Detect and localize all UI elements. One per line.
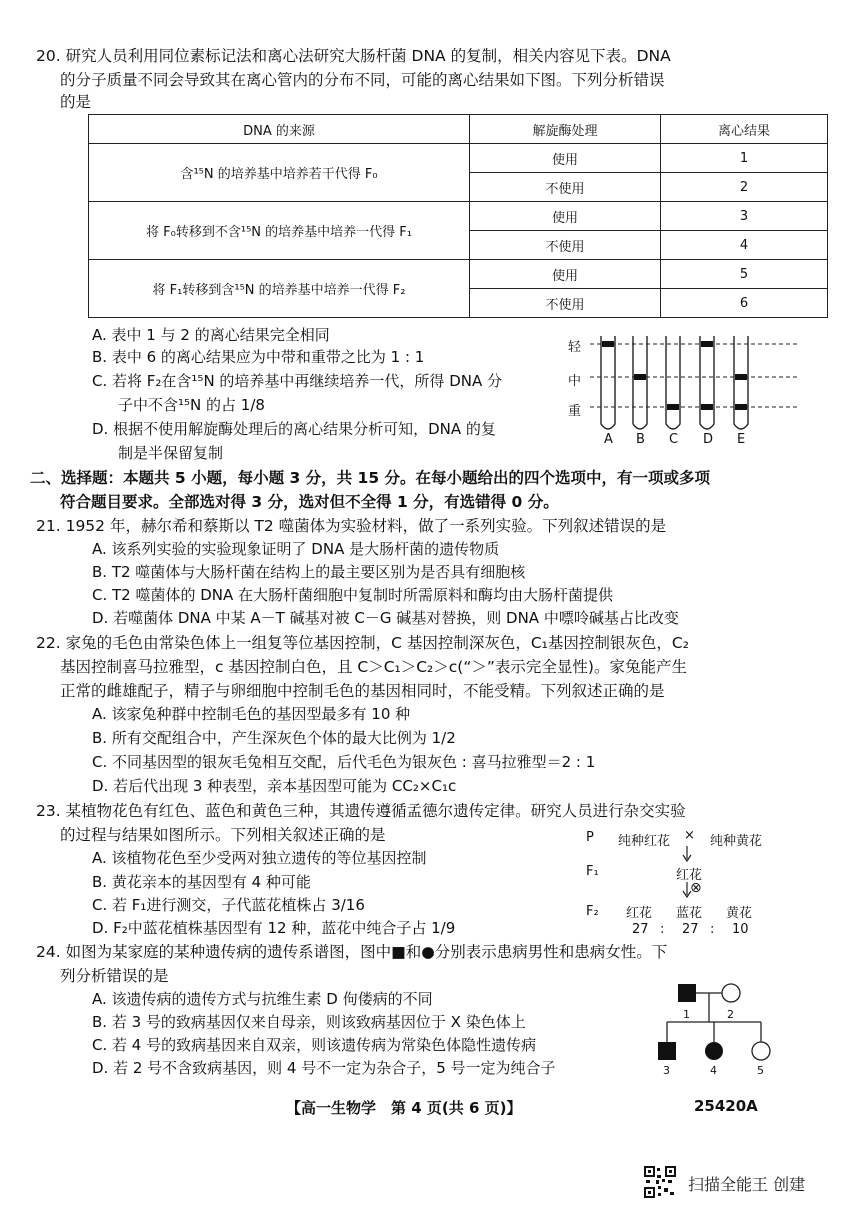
q20-option-a: A. 表中 1 与 2 的离心结果完全相同 — [92, 326, 330, 344]
table-treat: 使用 — [470, 202, 661, 231]
f2-red: 红花 — [626, 906, 653, 921]
parent-yellow: 纯种黄花 — [710, 834, 763, 849]
q24-option-d: D. 若 2 号不含致病基因，则 4 号不一定为杂合子，5 号一定为纯合子 — [92, 1059, 556, 1077]
q23-line1: 23. 某植物花色有红色、蓝色和黄色三种，其遗传遵循孟德尔遗传定律。研究人员进行杂交实验 — [36, 802, 686, 820]
q22-option-d: D. 若后代出现 3 种表型，亲本基因型可能为 CC₂×C₁c — [92, 777, 457, 795]
tube-label-b: B — [636, 432, 645, 447]
table-header-treatment: 解旋酶处理 — [470, 115, 661, 144]
band-e-middle — [735, 374, 747, 380]
centrifuge-figure — [560, 332, 840, 448]
arrow-down-icon — [680, 844, 700, 864]
individual-2-female — [722, 984, 740, 1002]
table-treat: 不使用 — [470, 231, 661, 260]
section2-line1: 二、选择题：本题共 5 小题，每小题 3 分，共 15 分。在每小题给出的四个选项中，有一项或多项 — [30, 469, 711, 487]
band-d-heavy — [701, 404, 713, 410]
band-label-light: 轻 — [568, 340, 582, 355]
q20-line3: 的是 — [60, 93, 92, 111]
pedigree-label-1: 1 — [683, 1008, 690, 1021]
q21-option-b: B. T2 噬菌体与大肠杆菌在结构上的最主要区别为是否具有细胞核 — [92, 563, 526, 581]
band-c-heavy — [667, 404, 679, 410]
q20-option-c-cont: 子中不含¹⁵N 的占 1/8 — [118, 396, 265, 414]
qr-code-icon — [644, 1166, 676, 1198]
page-footer: 【高一生物学 第 4 页(共 6 页)】 — [286, 1099, 522, 1117]
table-result: 2 — [661, 173, 828, 202]
pedigree-label-2: 2 — [727, 1008, 734, 1021]
q22-line2: 基因控制喜马拉雅型，c 基因控制白色，且 C＞C₁＞C₂＞c(“＞”表示完全显性)。家兔能产生 — [60, 658, 687, 676]
tube-c — [666, 336, 680, 429]
individual-4-affected-female — [705, 1042, 723, 1060]
table-treat: 使用 — [470, 144, 661, 173]
tube-d — [700, 336, 714, 429]
band-label-middle: 中 — [568, 374, 582, 389]
q20-option-b: B. 表中 6 的离心结果应为中带和重带之比为 1 : 1 — [92, 348, 425, 366]
q22-line3: 正常的雌雄配子，精子与卵细胞中控制毛色的基因相同时，不能受精。下列叙述正确的是 — [60, 682, 665, 700]
table-result: 5 — [661, 260, 828, 289]
q22-option-b: B. 所有交配组合中，产生深灰色个体的最大比例为 1/2 — [92, 729, 456, 747]
ratio-red: 27 — [632, 922, 649, 937]
p-label: P — [586, 830, 594, 845]
f2-label: F₂ — [586, 904, 599, 919]
dna-table — [88, 114, 828, 318]
q24-option-a: A. 该遗传病的遗传方式与抗维生素 D 佝偻病的不同 — [92, 990, 433, 1008]
q23-option-c: C. 若 F₁进行测交，子代蓝花植株占 3/16 — [92, 896, 365, 914]
q20-option-d: D. 根据不使用解旋酶处理后的离心结果分析可知，DNA 的复 — [92, 420, 496, 438]
tubes-svg — [560, 332, 840, 448]
table-treat: 不使用 — [470, 289, 661, 318]
tube-label-c: C — [669, 432, 679, 447]
q22-option-c: C. 不同基因型的银灰毛兔相互交配，后代毛色为银灰色 : 喜马拉雅型＝2 : 1 — [92, 753, 596, 771]
f2-blue: 蓝花 — [676, 906, 703, 921]
table-header-result: 离心结果 — [661, 115, 828, 144]
f1-phenotype: 红花 — [676, 868, 703, 883]
ratio-blue: 27 — [682, 922, 699, 937]
individual-5-female — [752, 1042, 770, 1060]
table-result: 6 — [661, 289, 828, 318]
q21-option-d: D. 若噬菌体 DNA 中某 A－T 碱基对被 C－G 碱基对替换，则 DNA 中嘌呤碱基占比改变 — [92, 609, 679, 627]
table-result: 3 — [661, 202, 828, 231]
table-treat: 不使用 — [470, 173, 661, 202]
q22-line1: 22. 家兔的毛色由常染色体上一组复等位基因控制，C 基因控制深灰色，C₁基因控制银灰色，C₂ — [36, 634, 689, 652]
q24-option-c: C. 若 4 号的致病基因来自双亲，则该遗传病为常染色体隐性遗传病 — [92, 1036, 537, 1054]
pedigree-label-5: 5 — [757, 1064, 764, 1077]
table-result: 4 — [661, 231, 828, 260]
tube-a — [601, 336, 615, 429]
q23-option-b: B. 黄花亲本的基因型有 4 种可能 — [92, 873, 311, 891]
q20-option-c: C. 若将 F₂在含¹⁵N 的培养基中再继续培养一代，所得 DNA 分 — [92, 372, 503, 390]
exam-code: 25420A — [694, 1097, 758, 1115]
q21-option-a: A. 该系列实验的实验现象证明了 DNA 是大肠杆菌的遗传物质 — [92, 540, 500, 558]
q20-option-d-cont: 制是半保留复制 — [118, 444, 224, 462]
scanner-watermark: 扫描全能王 创建 — [688, 1175, 806, 1194]
table-source-f0: 含¹⁵N 的培养基中培养若干代得 F₀ — [89, 144, 470, 202]
section2-line2: 符合题目要求。全部选对得 3 分，选对但不全得 1 分，有选错得 0 分。 — [60, 493, 559, 511]
f1-label: F₁ — [586, 864, 599, 879]
tube-e — [734, 336, 748, 429]
table-result: 1 — [661, 144, 828, 173]
q20-line2: 的分子质量不同会导致其在离心管内的分布不同，可能的离心结果如下图。下列分析错误 — [60, 71, 665, 89]
q23-option-d: D. F₂中蓝花植株基因型有 12 种，蓝花中纯合子占 1/9 — [92, 919, 456, 937]
q24-option-b: B. 若 3 号的致病基因仅来自母亲，则该致病基因位于 X 染色体上 — [92, 1013, 526, 1031]
ratio-yellow: 10 — [732, 922, 749, 937]
q23-line2: 的过程与结果如图所示。下列相关叙述正确的是 — [60, 826, 386, 844]
table-source-f2: 将 F₁转移到含¹⁵N 的培养基中培养一代得 F₂ — [89, 260, 470, 318]
q20-line1: 20. 研究人员利用同位素标记法和离心法研究大肠杆菌 DNA 的复制，相关内容见下表。DNA — [36, 47, 671, 65]
individual-3-affected-male — [658, 1042, 676, 1060]
q24-line2: 列分析错误的是 — [60, 967, 169, 985]
band-e-heavy — [735, 404, 747, 410]
cross-symbol: × — [684, 828, 695, 843]
pedigree-label-3: 3 — [663, 1064, 670, 1077]
q24-line1: 24. 如图为某家庭的某种遗传病的遗传系谱图，图中■和●分别表示患病男性和患病女性。下 — [36, 943, 668, 961]
table-header-source: DNA 的来源 — [89, 115, 470, 144]
individual-1-affected-male — [678, 984, 696, 1002]
q21-stem: 21. 1952 年，赫尔希和蔡斯以 T2 噬菌体为实验材料，做了一系列实验。下列叙述错误的是 — [36, 517, 667, 535]
tube-b — [633, 336, 647, 429]
band-b-middle — [634, 374, 646, 380]
tube-label-a: A — [604, 432, 613, 447]
tube-label-d: D — [703, 432, 714, 447]
selfing-symbol: ⊗ — [690, 880, 702, 896]
table-treat: 使用 — [470, 260, 661, 289]
q22-option-a: A. 该家兔种群中控制毛色的基因型最多有 10 种 — [92, 705, 411, 723]
q21-option-c: C. T2 噬菌体的 DNA 在大肠杆菌细胞中复制时所需原料和酶均由大肠杆菌提供 — [92, 586, 614, 604]
band-a-light — [602, 341, 614, 347]
band-d-light — [701, 341, 713, 347]
band-label-heavy: 重 — [568, 404, 582, 419]
tube-label-e: E — [737, 432, 746, 447]
parent-red: 纯种红花 — [618, 834, 671, 849]
cross-diagram: P 纯种红花 × 纯种黄花 F₁ 红花 ⊗ F₂ 红花 蓝花 黄花 27 : 27 : 10 — [586, 828, 763, 937]
table-source-f1: 将 F₀转移到不含¹⁵N 的培养基中培养一代得 F₁ — [89, 202, 470, 260]
pedigree-label-4: 4 — [710, 1064, 717, 1077]
f2-yellow: 黄花 — [726, 906, 753, 921]
q23-option-a: A. 该植物花色至少受两对独立遗传的等位基因控制 — [92, 849, 427, 867]
